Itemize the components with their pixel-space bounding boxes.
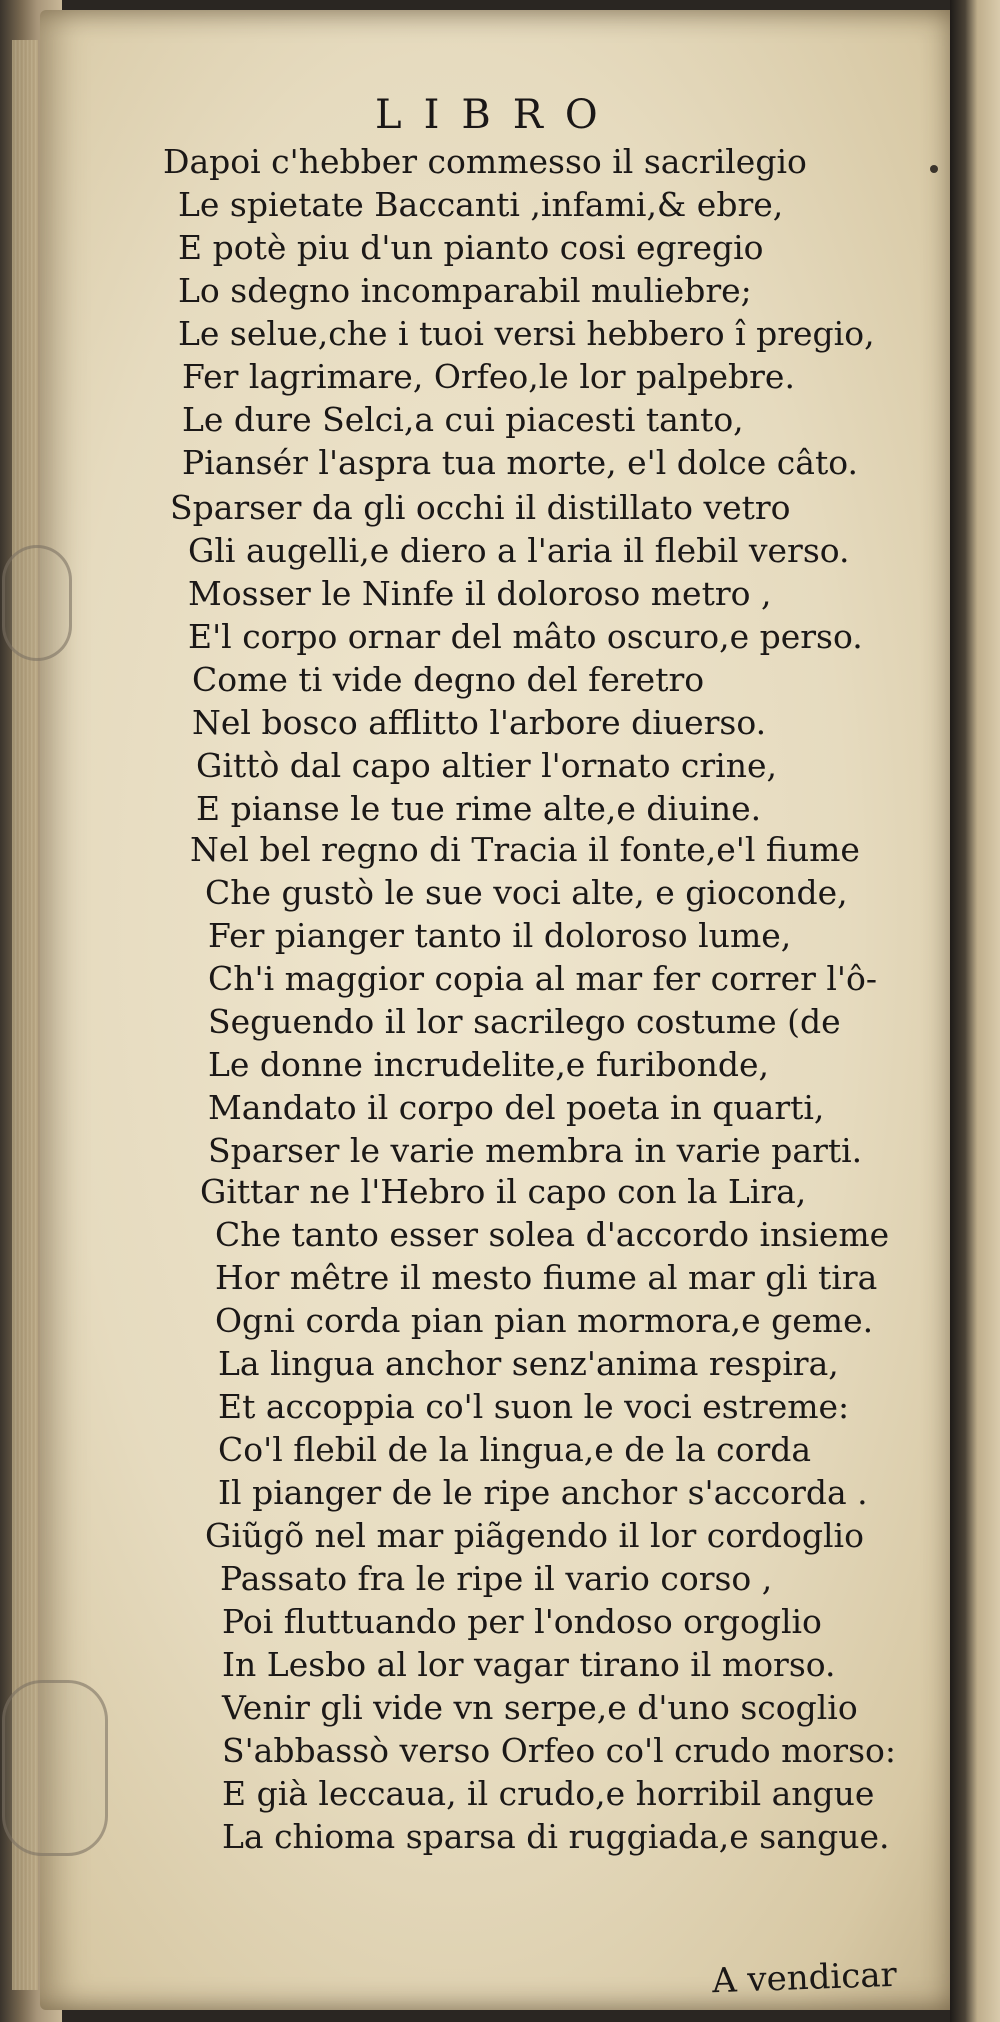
verse-line: Gli augelli,e diero a l'aria il flebil verso. xyxy=(188,531,850,570)
binding-clip-top xyxy=(2,545,72,661)
verse-line: E pianse le tue rime alte,e diuine. xyxy=(196,789,762,828)
verse-line: Poi fluttuando per l'ondoso orgoglio xyxy=(222,1602,822,1641)
verse-line: Fer pianger tanto il doloroso lume, xyxy=(208,916,792,955)
verse-line: Piansér l'aspra tua morte, e'l dolce câto. xyxy=(182,443,858,482)
verse-line: E'l corpo ornar del mâto oscuro,e perso. xyxy=(188,617,863,656)
verse-line: S'abbassò verso Orfeo co'l crudo morso: xyxy=(222,1731,896,1770)
verse-line: Nel bel regno di Tracia il fonte,e'l fiume xyxy=(190,830,860,869)
verse-line: Le donne incrudelite,e furibonde, xyxy=(208,1045,770,1084)
verse-line: Gittò dal capo altier l'ornato crine, xyxy=(196,746,778,785)
verse-line: Giũgõ nel mar piãgendo il lor cordoglio xyxy=(205,1516,864,1555)
verse-line: Hor mêtre il mesto fiume al mar gli tira xyxy=(215,1258,878,1297)
facing-page-edge xyxy=(950,0,1000,2022)
binding-clip-bottom xyxy=(2,1680,108,1856)
verse-line: Dapoi c'hebber commesso il sacrilegio xyxy=(163,142,807,181)
verse-line: In Lesbo al lor vagar tirano il morso. xyxy=(222,1645,836,1684)
verse-line: Fer lagrimare, Orfeo,le lor palpebre. xyxy=(182,357,795,396)
verse-line: Che tanto esser solea d'accordo insieme xyxy=(215,1215,890,1254)
verse-line: Co'l flebil de la lingua,e de la corda xyxy=(218,1430,812,1469)
verse-line: La chioma sparsa di ruggiada,e sangue. xyxy=(222,1817,890,1856)
catchword: A vendicar xyxy=(711,1954,898,2002)
verse-line: Che gustò le sue voci alte, e gioconde, xyxy=(205,873,848,912)
verse-line: Nel bosco afflitto l'arbore diuerso. xyxy=(192,703,767,742)
verse-line: Gittar ne l'Hebro il capo con la Lira, xyxy=(200,1172,807,1211)
verse-line: Le spietate Baccanti ,infami,& ebre, xyxy=(178,185,784,224)
verse-line: Lo sdegno incomparabil muliebre; xyxy=(178,271,752,310)
verse-line: Mosser le Ninfe il doloroso metro , xyxy=(188,574,772,613)
running-header: LIBRO xyxy=(375,92,620,138)
verse-line: E potè piu d'un pianto cosi egregio xyxy=(178,228,764,267)
page-blemish xyxy=(930,165,938,173)
verse-line: Sparser le varie membra in varie parti. xyxy=(208,1131,863,1170)
verse-line: Il pianger de le ripe anchor s'accorda . xyxy=(218,1473,868,1512)
verse-line: Ogni corda pian pian mormora,e geme. xyxy=(215,1301,874,1340)
verse-line: Venir gli vide vn serpe,e d'uno scoglio xyxy=(222,1688,858,1727)
verse-line: E già leccaua, il crudo,e horribil angue xyxy=(222,1774,875,1813)
verse-line: La lingua anchor senz'anima respira, xyxy=(218,1344,839,1383)
verse-line: Le dure Selci,a cui piacesti tanto, xyxy=(182,400,744,439)
verse-line: Le selue,che i tuoi versi hebbero î pregio, xyxy=(178,314,875,353)
verse-line: Ch'i maggior copia al mar fer correr l'ô- xyxy=(208,959,878,998)
verse-line: Seguendo il lor sacrilego costume (de xyxy=(208,1002,841,1041)
verse-line: Sparser da gli occhi il distillato vetro xyxy=(170,488,791,527)
verse-line: Passato fra le ripe il vario corso , xyxy=(220,1559,773,1598)
verse-line: Mandato il corpo del poeta in quarti, xyxy=(208,1088,825,1127)
verse-line: Et accoppia co'l suon le voci estreme: xyxy=(218,1387,850,1426)
verse-line: Come ti vide degno del feretro xyxy=(192,660,705,699)
